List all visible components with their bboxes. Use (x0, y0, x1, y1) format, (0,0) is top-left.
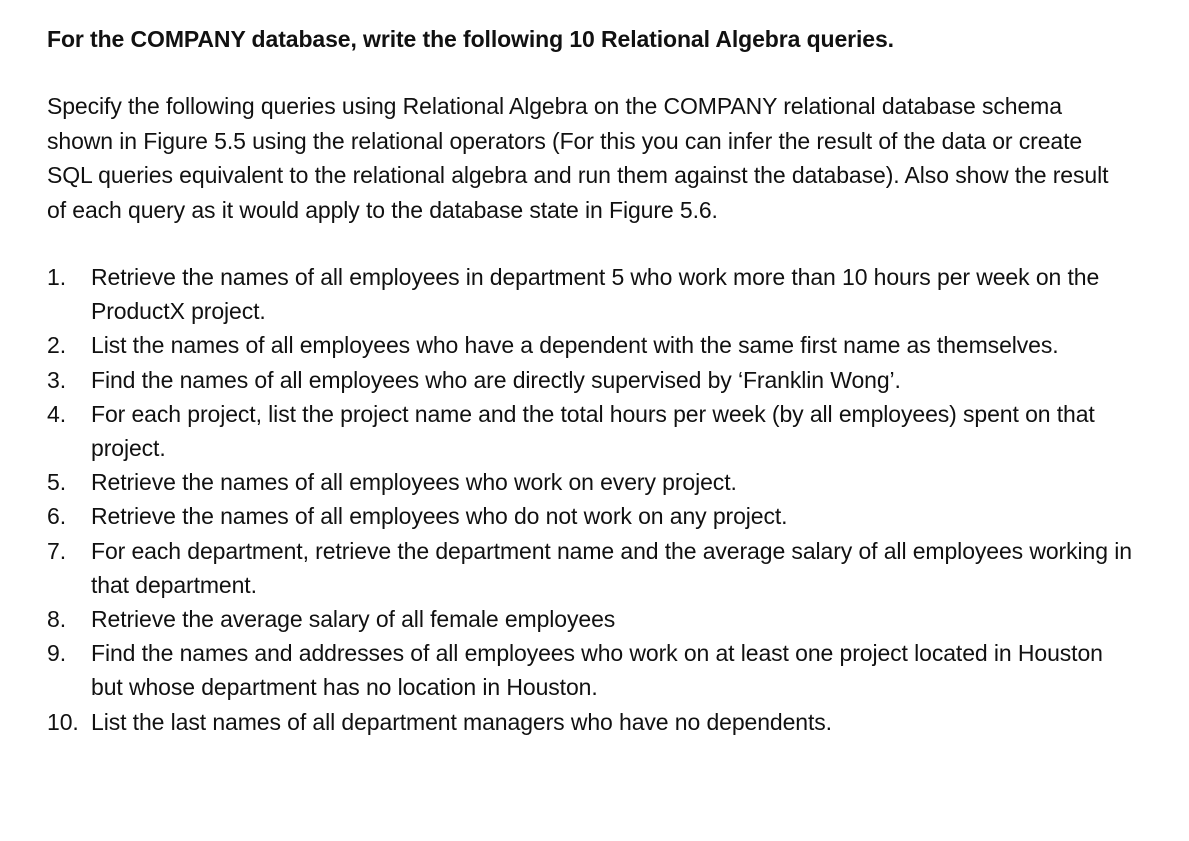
list-item (47, 328, 1157, 362)
list-item (47, 534, 1157, 602)
list-item-number: 8. (47, 606, 66, 633)
list-item-number: 5. (47, 469, 66, 496)
list-item-text: Retrieve the names of all employees in department 5 who work more than 10 hours per week on the ProductX project. (91, 264, 1100, 325)
list-item (47, 397, 1157, 465)
list-item (47, 602, 1157, 636)
list-item-number: 1. (47, 264, 66, 290)
list-item-number: 10. (47, 708, 79, 735)
list-item-text: Retrieve the names of all employees who work on every project. (91, 469, 737, 496)
list-item (47, 465, 1157, 499)
list-item-number: 6. (47, 503, 66, 530)
list-item (47, 260, 1157, 328)
list-item-text: List the names of all employees who have a dependent with the same first name as themselves. (91, 332, 1059, 359)
list-item-text: Find the names and addresses of all employees who work on at least one project located in Houston but whose department has no location in Houston. (91, 640, 1103, 701)
intro-paragraph: Specify the following queries using Relational Algebra on the COMPANY relational database schema shown in Figure 5.5 using the relational operators (For this you can infer the result of the data or create SQL queries equivalent to the relational algebra and run them against the database). Also show the result of each query as it would apply to the database state in Figure 5.6. (47, 93, 1109, 223)
list-item-text: Find the names of all employees who are directly supervised by ‘Franklin Wong’. (91, 366, 901, 393)
list-item-text: Retrieve the average salary of all female employees (91, 606, 616, 633)
list-item (47, 705, 1157, 739)
document-heading: For the COMPANY database, write the following 10 Relational Algebra queries. (47, 26, 894, 52)
list-item-number: 2. (47, 332, 66, 359)
list-item (47, 636, 1157, 704)
list-item-text: List the last names of all department managers who have no dependents. (91, 708, 832, 735)
list-item (47, 363, 1157, 397)
list-item-text: For each department, retrieve the department name and the average salary of all employees working in that department. (91, 537, 1132, 598)
list-item-text: Retrieve the names of all employees who do not work on any project. (91, 503, 788, 530)
list-item (47, 499, 1157, 533)
list-item-text: For each project, list the project name and the total hours per week (by all employees) spent on that project. (91, 400, 1095, 462)
list-item-number: 3. (47, 366, 66, 393)
list-item-number: 7. (47, 537, 66, 564)
list-item-number: 4. (47, 400, 66, 427)
query-list (47, 260, 1157, 739)
document-page (47, 22, 1157, 739)
list-item-number: 9. (47, 640, 66, 667)
